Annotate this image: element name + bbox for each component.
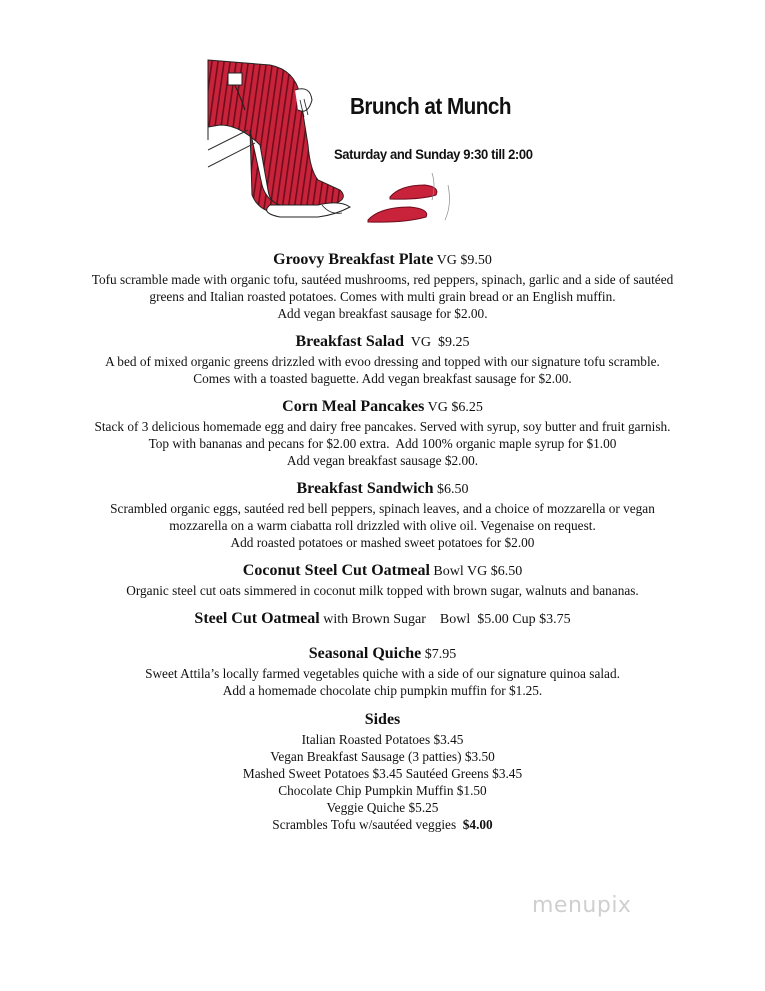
side-item-label: Scrambles Tofu w/sautéed veggies bbox=[272, 817, 463, 832]
item-name: Corn Meal Pancakes bbox=[282, 398, 425, 415]
menu-item bbox=[0, 332, 765, 387]
menu-item bbox=[0, 609, 765, 630]
side-item: Veggie Quiche $5.25 bbox=[326, 800, 439, 815]
side-item: Italian Roasted Potatoes $3.45 bbox=[301, 732, 464, 747]
side-item bbox=[0, 816, 765, 833]
description-line: Scrambled organic eggs, sautéed red bell peppers, spinach leaves, and a choice of mozzarella or vegan bbox=[110, 501, 655, 516]
item-name: Breakfast Sandwich bbox=[296, 480, 434, 497]
menu-item bbox=[0, 250, 765, 322]
item-price: VG $9.50 bbox=[433, 253, 492, 268]
menu-item bbox=[0, 479, 765, 551]
side-item: Vegan Breakfast Sausage (3 patties) $3.50 bbox=[270, 749, 495, 764]
menu-item bbox=[0, 644, 765, 699]
menupix-watermark: menupix bbox=[532, 893, 632, 918]
side-item: Mashed Sweet Potatoes $3.45 Sautéed Greens $3.45 bbox=[242, 766, 523, 781]
description-line: A bed of mixed organic greens drizzled with evoo dressing and topped with our signature tofu scramble. bbox=[105, 354, 660, 369]
description-line: Add roasted potatoes or mashed sweet potatoes for $2.00 bbox=[230, 535, 535, 550]
lounging-figure-illustration bbox=[200, 55, 470, 235]
description-line: greens and Italian roasted potatoes. Comes with multi grain bread or an English muffin. bbox=[149, 289, 616, 304]
brunch-hours: Saturday and Sunday 9:30 till 2:00 bbox=[334, 146, 533, 162]
sides-heading: Sides bbox=[364, 711, 401, 728]
item-price: with Brown Sugar Bowl $5.00 Cup $3.75 bbox=[319, 612, 571, 627]
description-line: Sweet Attila’s locally farmed vegetables quiche with a side of our signature quinoa salad. bbox=[145, 666, 620, 681]
description-line: Add a homemade chocolate chip pumpkin muffin for $1.25. bbox=[222, 683, 543, 698]
description-line: Comes with a toasted baguette. Add vegan breakfast sausage for $2.00. bbox=[193, 371, 572, 386]
item-description bbox=[0, 353, 765, 387]
item-description bbox=[0, 271, 765, 322]
description-line: Add vegan breakfast sausage $2.00. bbox=[286, 453, 479, 468]
description-line: Top with bananas and pecans for $2.00 extra. Add 100% organic maple syrup for $1.00 bbox=[148, 436, 617, 451]
side-item: Chocolate Chip Pumpkin Muffin $1.50 bbox=[278, 783, 487, 798]
item-price: VG $9.25 bbox=[404, 335, 470, 350]
menu-list bbox=[0, 250, 765, 833]
item-name: Groovy Breakfast Plate bbox=[273, 251, 434, 268]
item-name: Seasonal Quiche bbox=[308, 645, 422, 662]
item-name: Breakfast Salad bbox=[295, 333, 405, 350]
item-description bbox=[0, 418, 765, 469]
description-line: Add vegan breakfast sausage for $2.00. bbox=[277, 306, 488, 321]
item-name: Coconut Steel Cut Oatmeal bbox=[242, 562, 430, 579]
item-price: VG $6.25 bbox=[424, 400, 483, 415]
side-item-price: $4.00 bbox=[462, 817, 493, 832]
page-title: Brunch at Munch bbox=[350, 93, 511, 119]
item-description bbox=[0, 500, 765, 551]
description-line: Tofu scramble made with organic tofu, sautéed mushrooms, red peppers, spinach, garlic and a side of sautéed bbox=[91, 272, 674, 287]
item-price: $7.95 bbox=[421, 647, 457, 662]
menu-item bbox=[0, 561, 765, 599]
item-price: $6.50 bbox=[433, 482, 469, 497]
menu-item bbox=[0, 397, 765, 469]
item-description bbox=[0, 665, 765, 699]
item-price: Bowl VG $6.50 bbox=[429, 564, 523, 579]
item-description bbox=[0, 582, 765, 599]
description-line: Stack of 3 delicious homemade egg and dairy free pancakes. Served with syrup, soy butter and fruit garnish. bbox=[94, 419, 671, 434]
description-line: mozzarella on a warm ciabatta roll drizzled with olive oil. Vegenaise on request. bbox=[169, 518, 596, 533]
item-name: Steel Cut Oatmeal bbox=[194, 610, 320, 627]
description-line: Organic steel cut oats simmered in coconut milk topped with brown sugar, walnuts and bananas. bbox=[126, 583, 639, 598]
